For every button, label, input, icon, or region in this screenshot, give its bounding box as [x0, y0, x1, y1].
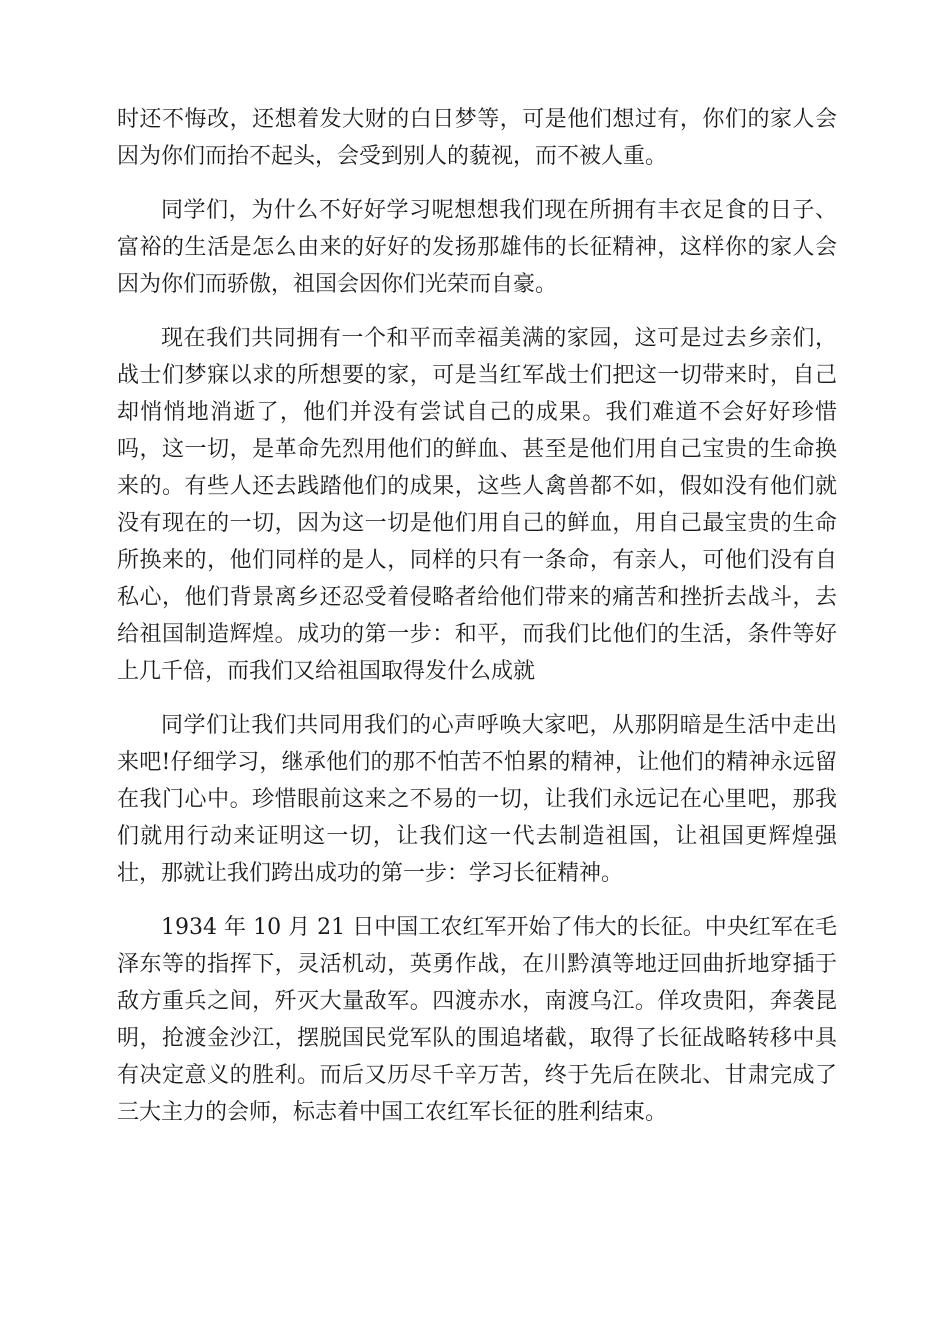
paragraph-1: 时还不悔改，还想着发大财的白日梦等，可是他们想过有，你们的家人会因为你们而抬不起头，会受到别人的藐视，而不被人重。 — [117, 107, 837, 169]
paragraph-4: 同学们让我们共同用我们的心声呼唤大家吧，从那阴暗是生活中走出来吧!仔细学习，继承他们的那不怕苦不怕累的精神，让他们的精神永远留在我门心中。珍惜眼前这来之不易的一切，让我们永远记在心里吧，那我们就用行动来证明这一切，让我们这一代去制造祖国，让祖国更辉煌强壮，那就让我们跨出成功的第一步：学习长征精神。 — [117, 713, 837, 886]
document-page — [117, 101, 837, 1148]
paragraph-5: 1934 年 10 月 21 日中国工农红军开始了伟大的长征。中央红军在毛泽东等的指挥下，灵活机动，英勇作战，在川黔滇等地迂回曲折地穿插于敌方重兵之间，歼灭大量敌军。四渡赤水，南渡乌江。佯攻贵阳，奔袭昆明，抢渡金沙江，摆脱国民党军队的围追堵截，取得了长征战略转移中具有决定意义的胜利。而后又历尽千辛万苦，终于先后在陕北、甘肃完成了三大主力的会师，标志着中国工农红军长征的胜利结束。 — [117, 915, 837, 1125]
paragraph-2: 同学们，为什么不好好学习呢想想我们现在所拥有丰衣足食的日子、富裕的生活是怎么由来的好好的发扬那雄伟的长征精神，这样你的家人会因为你们而骄傲，祖国会因你们光荣而自豪。 — [117, 198, 837, 297]
paragraph-3: 现在我们共同拥有一个和平而幸福美满的家园，这可是过去乡亲们，战士们梦寐以求的所想要的家，可是当红军战士们把这一切带来时，自己却悄悄地消逝了，他们并没有尝试自己的成果。我们难道不会好好珍惜吗，这一切，是革命先烈用他们的鲜血、甚至是他们用自己宝贵的生命换来的。有些人还去践踏他们的成果，这些人禽兽都不如，假如没有他们就没有现在的一切，因为这一切是他们用自己的鲜血，用自己最宝贵的生命所换来的，他们同样的是人，同样的只有一条命，有亲人，可他们没有自私心，他们背景离乡还忍受着侵略者给他们带来的痛苦和挫折去战斗，去给祖国制造辉煌。成功的第一步：和平，而我们比他们的生活，条件等好上几千倍，而我们又给祖国取得发什么成就 — [117, 326, 837, 684]
